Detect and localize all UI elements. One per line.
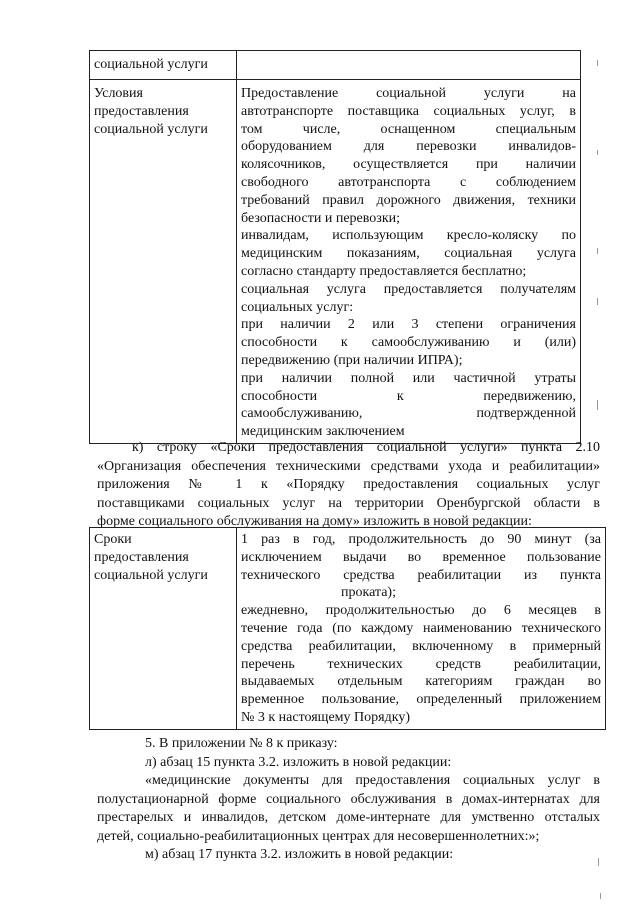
text-line: исключением выдачи во временное пользование [241, 549, 601, 565]
row-label [90, 528, 237, 730]
services-table-conditions [89, 50, 581, 444]
text-line: при наличии 2 или 3 степени ограничения [241, 317, 576, 333]
text-line: ежедневно, продолжительностью до 6 месяцев в [241, 603, 601, 619]
text-line: инвалидам, использующим кресло-коляску по [241, 228, 576, 244]
label-line: Условия [94, 86, 143, 101]
label-line: предоставления [94, 103, 189, 119]
row-label: социальной услуги [90, 51, 237, 80]
text-line: свободного автотранспорта с соблюдением [241, 174, 576, 190]
table-row [90, 51, 581, 80]
scan-artifact [597, 150, 598, 155]
item-m: м) абзац 17 пункта 3.2. изложить в новой редакции: [145, 847, 454, 862]
text-line: полустационарной форме социального обслуживания в домах-интернатах для [97, 791, 600, 807]
text-line: временное пользование, определенный приложением [241, 692, 601, 708]
text-line: поставщиками социальных услуг на территории Оренбургской области в [97, 495, 600, 511]
row-label [90, 80, 237, 444]
item-l: л) абзац 15 пункта 3.2. изложить в новой редакции: [145, 754, 452, 770]
paragraph-k [97, 439, 600, 532]
text-line: социальная услуга предоставляется получателям [241, 281, 576, 297]
text-line: передвижению (при наличии ИПРА); [241, 352, 463, 368]
text-line: Предоставление социальной услуги на [241, 86, 576, 101]
text-line: социальных услуг: [241, 299, 354, 315]
text-line: медицинским заключением [241, 424, 405, 440]
terms-text [237, 528, 606, 730]
services-table-terms [89, 527, 606, 730]
text-line: требований правил дорожного движения, техники [241, 192, 576, 208]
text-line: автотранспорте поставщика социальных услуг, в [241, 103, 576, 119]
row-value [237, 51, 581, 80]
text-line: № 3 к настоящему Порядку) [241, 709, 410, 725]
scan-artifact [597, 400, 598, 410]
label-line: социальной услуги [94, 121, 208, 137]
text-line: безопасности и перевозки; [241, 210, 400, 226]
text-line: согласно стандарту предоставляется бесплатно; [241, 263, 527, 279]
item-5: 5. В приложении № 8 к приказу: [145, 736, 338, 751]
text-line: приложения № 1 к «Порядку предоставления социальных услуг [97, 477, 600, 492]
text-line: проката); [341, 585, 396, 601]
text-line: медицинским показаниям, социальная услуга [241, 246, 576, 262]
scan-artifact [597, 298, 598, 305]
label-line: предоставления [94, 549, 189, 565]
table-row [90, 80, 581, 444]
text-line: «медицинские документы для предоставления социальных услуг в [145, 773, 600, 788]
paragraphs-bottom [97, 735, 600, 865]
text-line: колясочников, осуществляется при наличии [241, 157, 576, 173]
conditions-text [237, 80, 581, 444]
scan-artifact [597, 248, 598, 254]
text-line: течение года (по каждому наименованию технического [241, 620, 601, 636]
scan-artifact [598, 858, 599, 866]
text-line: перечень технических средств реабилитации, [241, 656, 601, 672]
text-line: при наличии полной или частичной утраты [241, 370, 576, 386]
text-line: самообслуживанию, подтвержденной [241, 406, 576, 422]
scan-artifact [597, 60, 598, 66]
text-line: 1 раз в год, продолжительность до 90 минут (за [241, 532, 601, 547]
text-line: том числе, оснащенном специальным [241, 121, 576, 137]
text-line: «Организация обеспечения техническими средствами ухода и реабилитации» [97, 458, 600, 474]
text-line: способности к передвижению, [241, 388, 576, 404]
text-line: форме социального обслуживания на дому» изложить в новой редакции: [97, 514, 532, 529]
text-line: средства реабилитации, включенному в примерный [241, 638, 601, 654]
text-line: технического средства реабилитации из пункта [241, 567, 601, 583]
text-line: детей, социально-реабилитационных центрах для несовершеннолетних:»; [97, 828, 540, 844]
text-line: престарелых и инвалидов, детском доме-интернате для умственно отсталых [97, 810, 600, 825]
text-line: способности к самообслуживанию и (или) [241, 335, 576, 351]
label-line: Сроки [94, 532, 132, 547]
table-row [90, 528, 606, 730]
text-line: оборудованием для перевозки инвалидов- [241, 139, 576, 155]
scan-artifact [600, 893, 601, 899]
text-line: к) строку «Сроки предоставления социальной услуги» пункта 2.10 [132, 440, 600, 455]
text-line: выдаваемых отдельным категориям граждан во [241, 674, 601, 690]
label-line: социальной услуги [94, 567, 208, 583]
